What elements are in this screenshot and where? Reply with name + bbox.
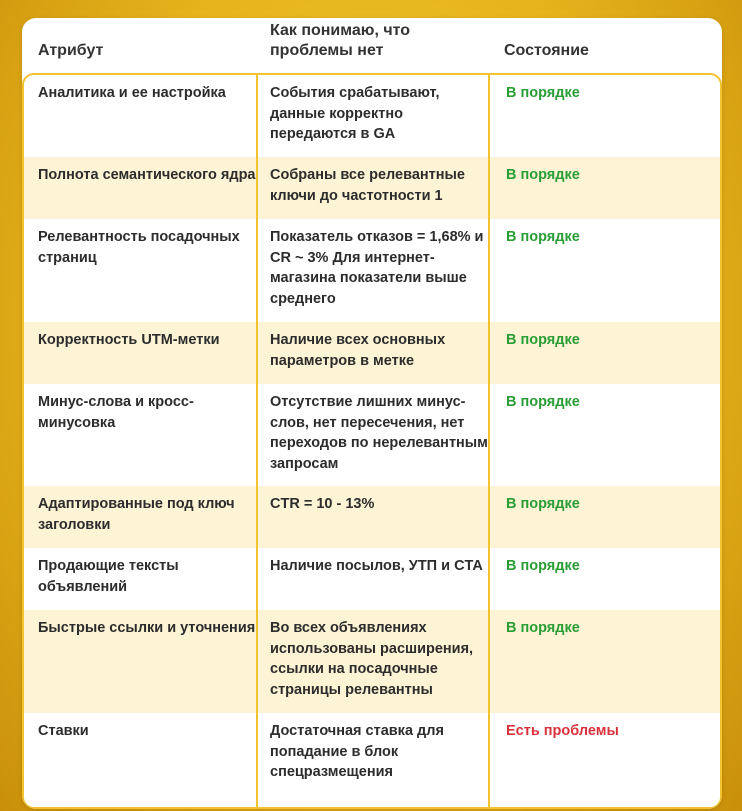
table-row [24, 486, 722, 548]
status-badge: Есть проблемы [506, 723, 619, 739]
status-badge: В порядке [506, 167, 580, 183]
table-row [24, 384, 722, 486]
table-row [24, 548, 722, 610]
row-criterion: Показатель отказов = 1,68% и CR ~ 3% Для интернет-магазина показатели выше среднего [270, 229, 484, 307]
row-criterion: Отсутствие лишних минус-слов, нет пересечения, нет переходов по нерелевантным запросам [270, 394, 488, 472]
column-divider [256, 75, 258, 807]
audit-table [22, 73, 722, 809]
row-criterion: Собраны все релевантные ключи до частотности 1 [270, 167, 465, 204]
row-attribute: Корректность UTM-метки [38, 332, 220, 348]
table-row [24, 157, 722, 219]
row-attribute: Полнота семантического ядра [38, 167, 256, 183]
table-row [24, 322, 722, 384]
row-attribute: Быстрые ссылки и уточнения [38, 620, 256, 636]
status-badge: В порядке [506, 85, 580, 101]
row-criterion: CTR = 10 - 13% [270, 496, 375, 512]
table-row [24, 219, 722, 322]
column-divider [488, 75, 490, 807]
row-criterion: События срабатывают, данные корректно передаются в GA [270, 85, 440, 142]
table-header [22, 18, 722, 73]
row-attribute: Минус-слова и кросс-минусовка [38, 394, 194, 431]
row-attribute: Адаптированные под ключ заголовки [38, 496, 235, 533]
status-badge: В порядке [506, 496, 580, 512]
row-attribute: Ставки [38, 723, 89, 739]
row-attribute: Релевантность посадочных страниц [38, 229, 240, 266]
row-criterion: Наличие всех основных параметров в метке [270, 332, 446, 369]
table-card [22, 18, 722, 809]
row-criterion: Во всех объявлениях использованы расширения, ссылки на посадочные страницы релевантны [270, 620, 474, 698]
status-badge: В порядке [506, 558, 580, 574]
status-badge: В порядке [506, 394, 580, 410]
row-criterion: Наличие посылов, УТП и CTA [270, 558, 483, 574]
status-badge: В порядке [506, 229, 580, 245]
row-attribute: Продающие тексты объявлений [38, 558, 179, 595]
row-attribute: Аналитика и ее настройка [38, 85, 226, 101]
header-status: Состояние [504, 42, 589, 59]
status-badge: В порядке [506, 332, 580, 348]
table-row [24, 75, 722, 157]
header-criterion: Как понимаю, что проблемы нет [270, 22, 411, 59]
row-criterion: Достаточная ставка для попадание в блок спецразмещения [270, 723, 444, 780]
table-row [24, 610, 722, 713]
header-attribute: Атрибут [38, 42, 104, 59]
table-row [24, 713, 722, 809]
status-badge: В порядке [506, 620, 580, 636]
